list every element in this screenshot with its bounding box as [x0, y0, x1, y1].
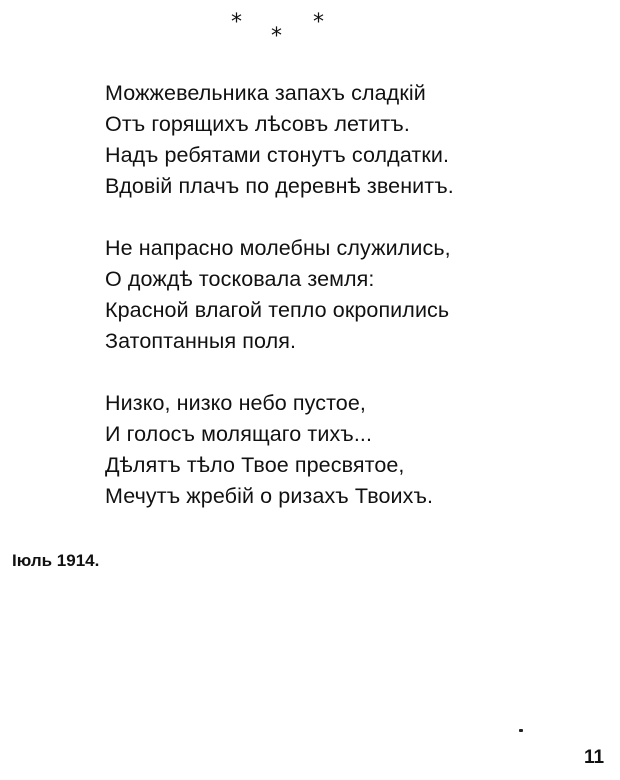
print-speck	[519, 729, 523, 732]
asterism-star: *	[313, 10, 324, 35]
poem-line: Низко, низко небо пустое,	[105, 391, 366, 415]
poem-line: Вдовій плачъ по деревнѣ звенитъ.	[105, 174, 454, 198]
poem-line: О дождѣ тосковала земля:	[105, 267, 375, 291]
poem-line: Надъ ребятами стонутъ солдатки.	[105, 143, 450, 167]
stanza-3	[105, 388, 585, 512]
poem-line: Дѣлятъ тѣло Твое пресвятое,	[105, 453, 405, 477]
poem-line: Затоптанныя поля.	[105, 329, 297, 353]
poem-date: Іюль 1914.	[12, 551, 100, 570]
page-number: 11	[584, 747, 605, 768]
asterism-star: *	[271, 24, 282, 49]
poem-line: Можжевельника запахъ сладкій	[105, 81, 426, 105]
poem-line: Мечутъ жребій о ризахъ Твоихъ.	[105, 484, 434, 508]
poem-body	[105, 78, 585, 543]
asterism-ornament	[225, 8, 335, 48]
stanza-2	[105, 233, 585, 357]
poem-line: Отъ горящихъ лѣсовъ летитъ.	[105, 112, 410, 136]
poem-line: Красной влагой тепло окропились	[105, 298, 450, 322]
poem-line: Не напрасно молебны служились,	[105, 236, 451, 260]
asterism-star: *	[231, 10, 242, 35]
stanza-1	[105, 78, 585, 202]
poem-line: И голосъ молящаго тихъ...	[105, 422, 373, 446]
